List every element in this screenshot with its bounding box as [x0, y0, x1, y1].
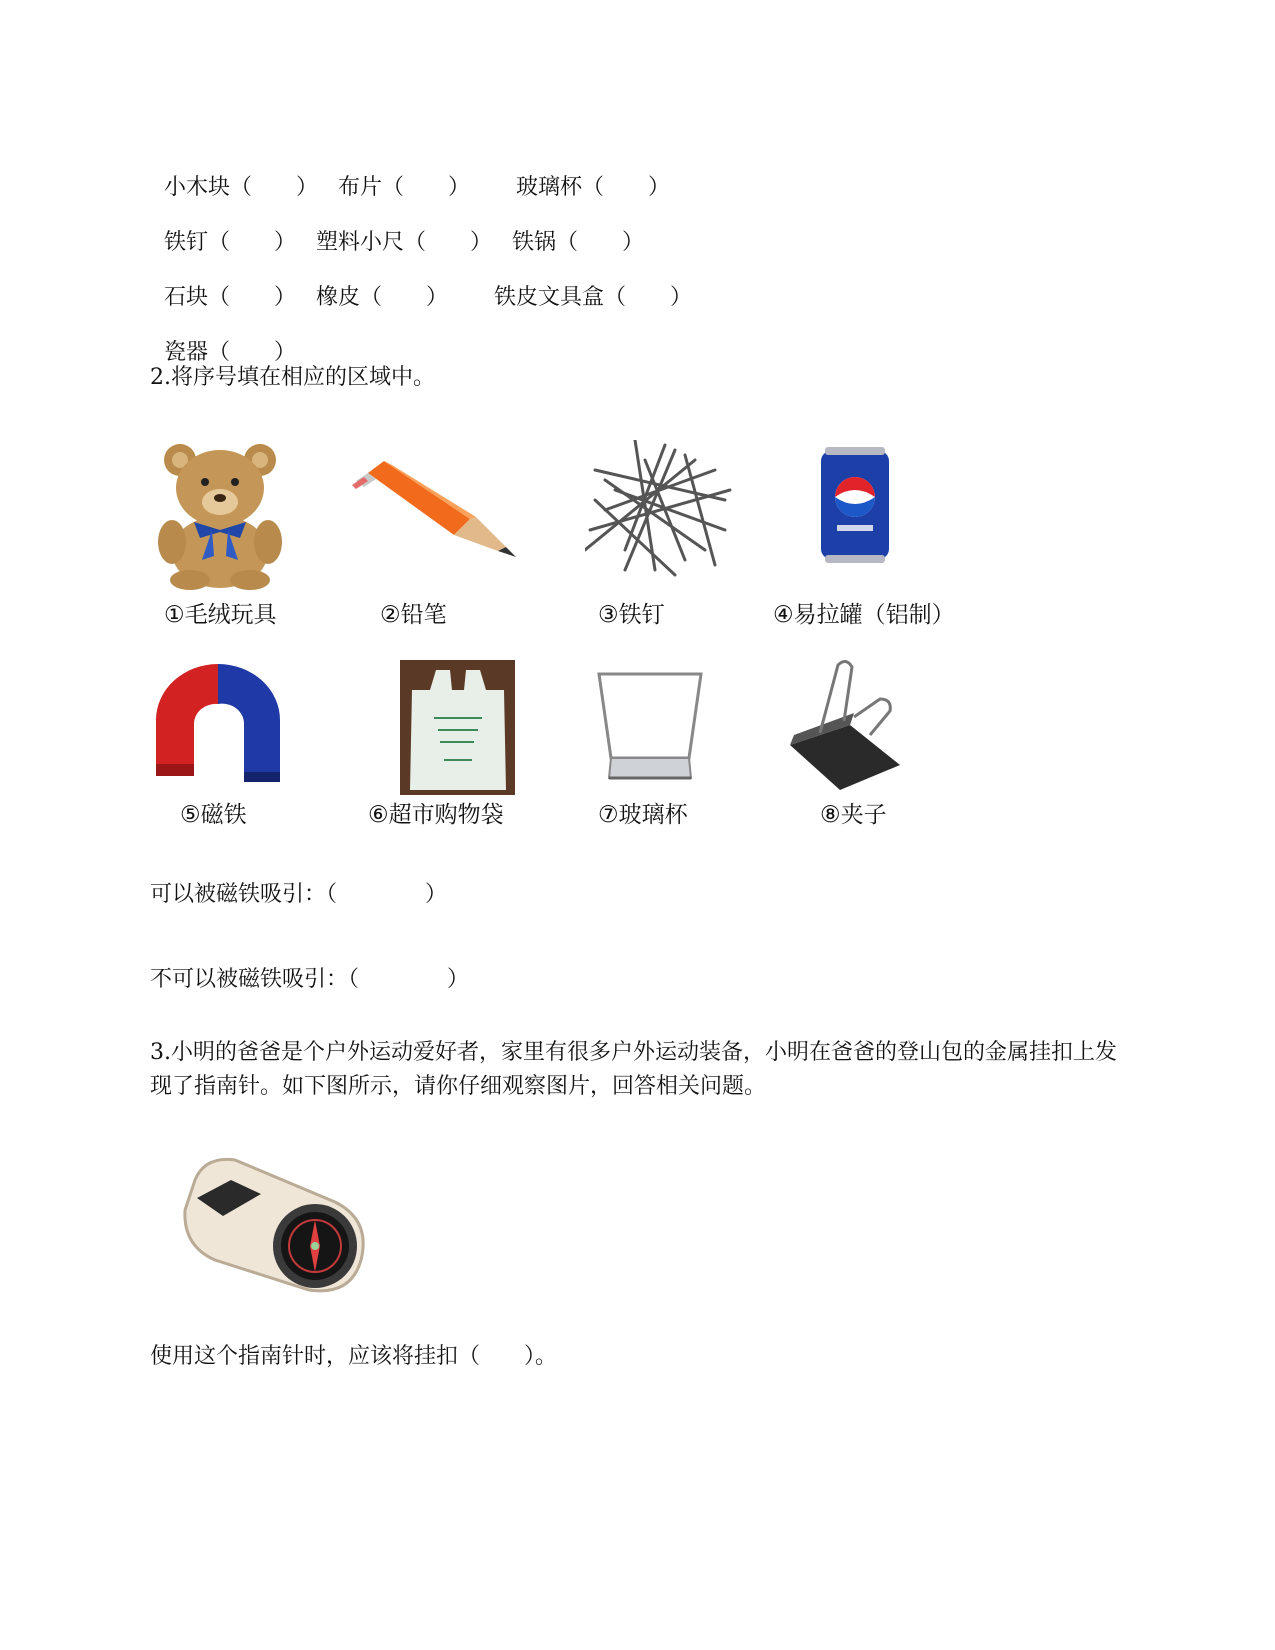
caption-5: ⑤磁铁 [180, 802, 247, 828]
q1-item: 小木块（ ） [164, 175, 319, 200]
q1-item: 布片（ ） [338, 175, 471, 200]
magnet-icon [148, 660, 288, 790]
binder-clip-icon [780, 655, 910, 795]
q1-row-1 [150, 143, 670, 203]
q2-title: 2.将序号填在相应的区域中。 [150, 365, 435, 390]
nails-icon [585, 440, 735, 580]
q1-row-3 [150, 253, 692, 313]
q1-row-2 [150, 198, 644, 258]
q1-item: 铁锅（ ） [512, 230, 645, 255]
soda-can-icon [815, 445, 895, 565]
q1-item: 瓷器（ ） [164, 340, 297, 365]
pencil-icon [350, 455, 520, 565]
caption-8: ⑧夹子 [820, 802, 887, 828]
caption-6: ⑥超市购物袋 [368, 802, 504, 828]
q3-paragraph: 3.小明的爸爸是个户外运动爱好者，家里有很多户外运动装备，小明在爸爸的登山包的金属挂扣上发现了指南针。如下图所示，请你仔细观察图片，回答相关问题。 [150, 1040, 1117, 1099]
q1-item: 玻璃杯（ ） [516, 175, 671, 200]
caption-2: ②铅笔 [380, 602, 447, 628]
can-attract-blank: 可以被磁铁吸引：（ ） [150, 882, 448, 907]
compass-carabiner-icon [175, 1150, 375, 1300]
teddy-bear-icon [150, 430, 290, 590]
q1-item: 塑料小尺（ ） [316, 230, 493, 255]
glass-cup-icon [595, 670, 705, 785]
q3-question: 使用这个指南针时，应该将挂扣（ ）。 [150, 1344, 558, 1369]
q1-item: 石块（ ） [164, 285, 297, 310]
caption-4: ④易拉罐（铝制） [773, 602, 955, 628]
q1-item: 橡皮（ ） [316, 285, 449, 310]
cannot-attract-blank: 不可以被磁铁吸引：（ ） [150, 967, 470, 992]
plastic-bag-icon [400, 660, 515, 795]
q1-item: 铁皮文具盒（ ） [494, 285, 693, 310]
q1-item: 铁钉（ ） [164, 230, 297, 255]
caption-7: ⑦玻璃杯 [598, 802, 688, 828]
caption-3: ③铁钉 [598, 602, 665, 628]
caption-1: ①毛绒玩具 [164, 602, 277, 628]
q1-row-4 [150, 308, 296, 368]
